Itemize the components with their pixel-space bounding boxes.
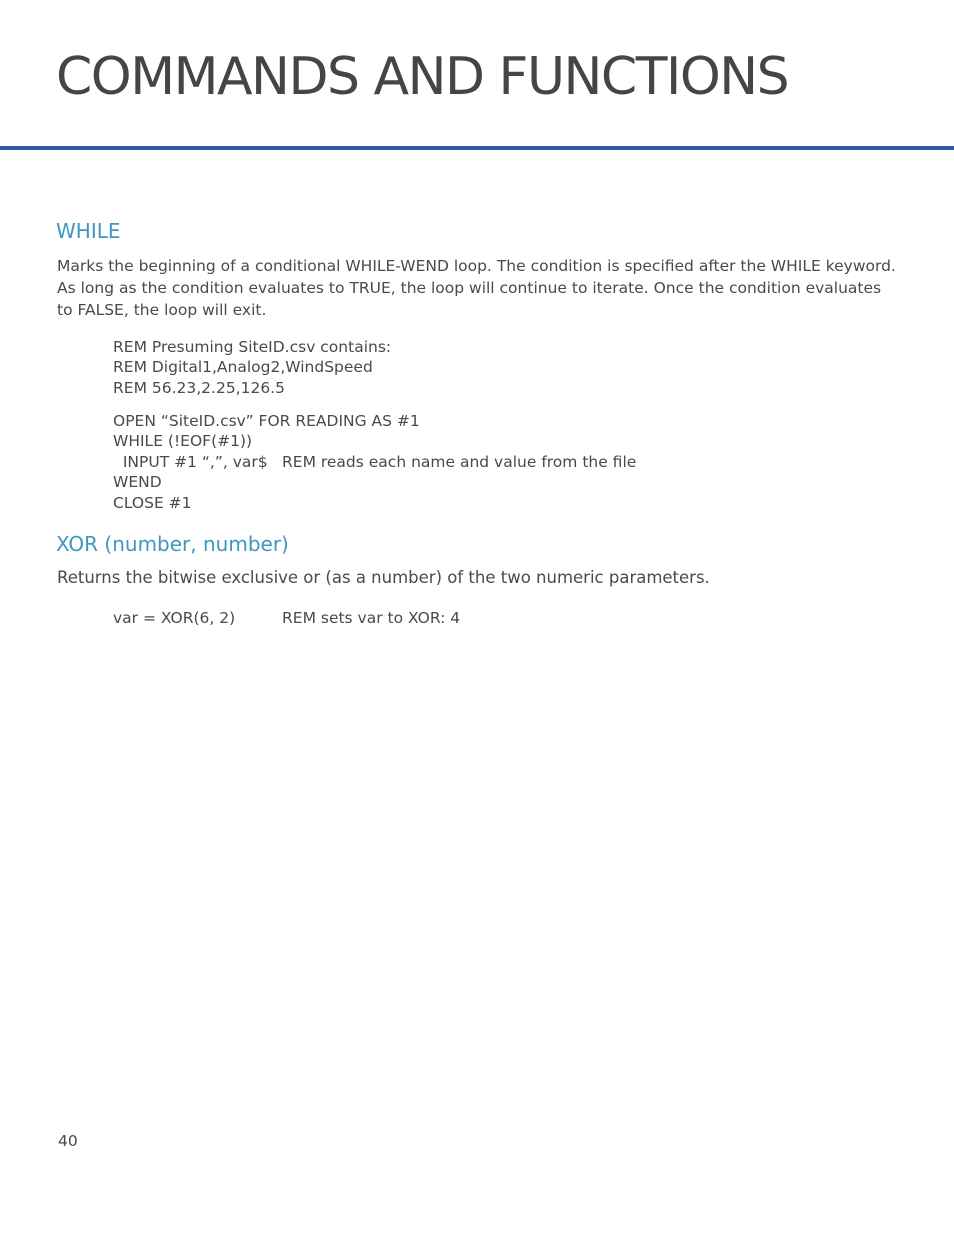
- code-comment: REM sets var to XOR: 4: [282, 609, 461, 627]
- section-heading-while: WHILE: [56, 219, 121, 243]
- page-number: 40: [58, 1132, 78, 1150]
- code-comment: REM reads each name and value from the file: [282, 452, 637, 471]
- section-heading-xor: XOR (number, number): [56, 532, 289, 556]
- section-description-while: Marks the beginning of a conditional WHILE-WEND loop. The condition is specified after the WHILE keyword. As long as the condition evaluates to TRUE, the loop will continue to iterate. Once the condition evaluates to FALSE, the loop will exit.: [57, 257, 896, 319]
- section-description-xor: Returns the bitwise exclusive or (as a number) of the two numeric parameters.: [57, 568, 710, 587]
- title-divider: [0, 146, 954, 150]
- page-title: COMMANDS AND FUNCTIONS: [56, 47, 789, 107]
